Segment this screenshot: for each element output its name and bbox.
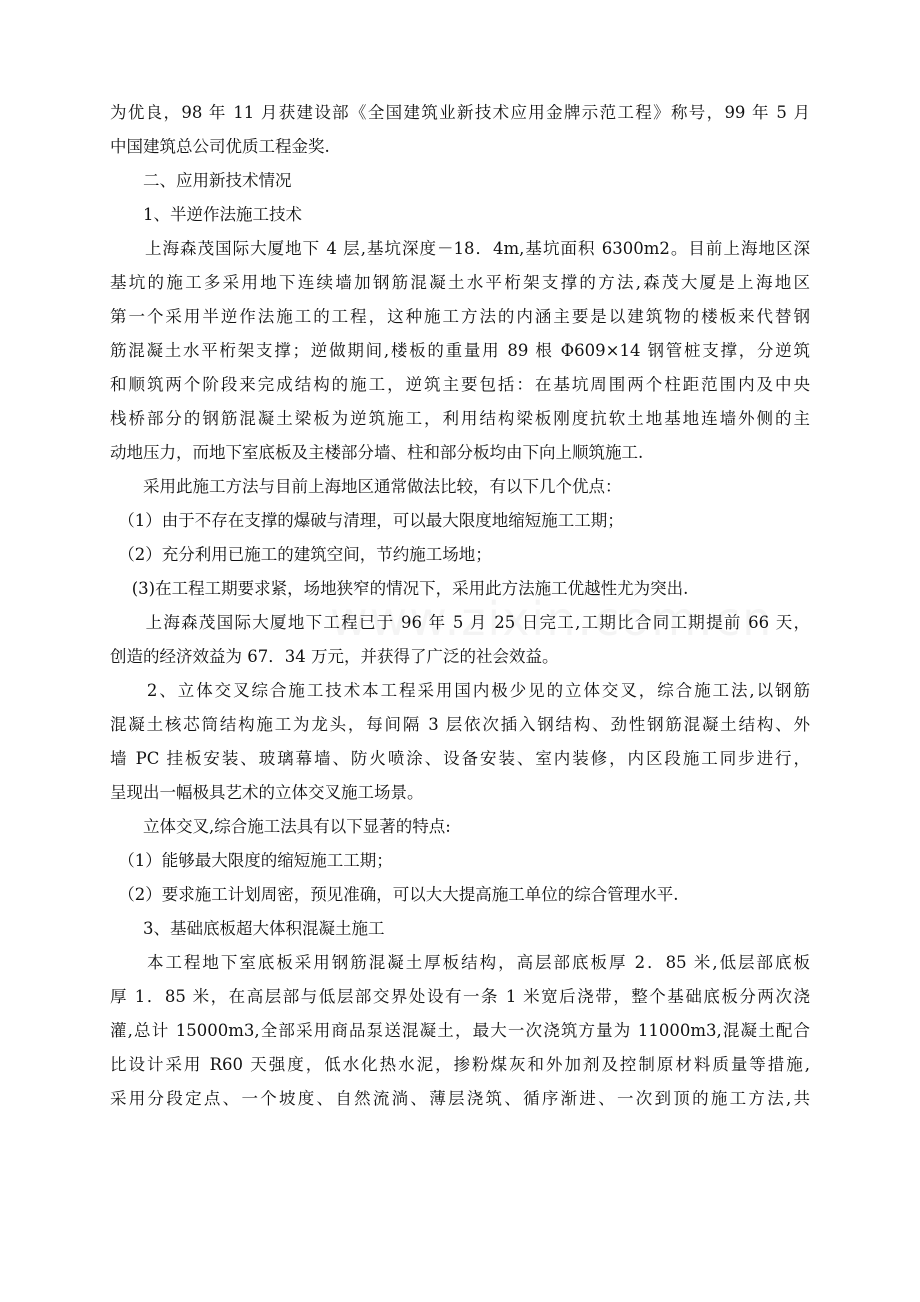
text-line: 厚 1．85 米，在高层部与低层部交界处设有一条 1 米宽后浇带，整个基础底板分两次浇 [110, 987, 810, 1006]
text-line: 灌,总计 15000m3,全部采用商品泵送混凝土，最大一次浇筑方量为 11000m3,混凝土配合 [110, 1021, 810, 1040]
text-line: 中国建筑总公司优质工程金奖. [110, 137, 330, 156]
text-line: 混凝土核芯筒结构施工为龙头，每间隔 3 层依次插入钢结构、劲性钢筋混凝土结构、外 [110, 715, 810, 734]
list-item: （2）要求施工计划周密，预见准确，可以大大提高施工单位的综合管理水平. [110, 885, 679, 904]
list-item: （2）充分利用已施工的建筑空间，节约施工场地； [110, 545, 492, 564]
text-line: 墙 PC 挂板安装、玻璃幕墙、防火喷涂、设备安装、室内装修，内区段施工同步进行， [110, 749, 810, 768]
text-line: 和顺筑两个阶段来完成结构的施工，逆筑主要包括：在基坑周围两个柱距范围内及中央 [110, 375, 810, 394]
text-line: 立体交叉,综合施工法具有以下显著的特点: [110, 817, 451, 836]
text-line: 本工程地下室底板采用钢筋混凝土厚板结构，高层部底板厚 2．85 米,低层部底板 [110, 953, 810, 972]
text-line: 创造的经济效益为 67．34 万元，并获得了广泛的社会效益。 [110, 647, 559, 666]
section-heading: 二、应用新技术情况 [110, 171, 292, 190]
text-line: 筋混凝土水平桁架支撑；逆做期间,楼板的重量用 89 根 Φ609×14 钢管桩支撑，分逆筑 [110, 341, 810, 360]
text-line: 呈现出一幅极具艺术的立体交叉施工场景。 [110, 783, 424, 802]
text-line: 栈桥部分的钢筋混凝土梁板为逆筑施工，利用结构梁板刚度抗软土地基地连墙外侧的主 [110, 409, 810, 428]
subsection-heading: 3、基础底板超大体积混凝土施工 [110, 919, 385, 938]
list-item: （1）由于不存在支撑的爆破与清理，可以最大限度地缩短施工工期； [110, 511, 624, 530]
list-item: (3)在工程工期要求紧，场地狭窄的情况下，采用此方法施工优越性尤为突出. [110, 579, 689, 598]
text-line: 上海森茂国际大厦地下工程已于 96 年 5 月 25 日完工,工期比合同工期提前 66 天， [110, 613, 810, 632]
list-item: （1）能够最大限度的缩短施工工期； [110, 851, 393, 870]
text-line: 为优良，98 年 11 月获建设部《全国建筑业新技术应用金牌示范工程》称号，99 年 5 月 [110, 103, 810, 122]
text-line: 上海森茂国际大厦地下 4 层,基坑深度－18．4m,基坑面积 6300m2。目前上海地区深 [110, 239, 810, 258]
text-line: 第一个采用半逆作法施工的工程，这种施工方法的内涵主要是以建筑物的楼板来代替钢 [110, 307, 810, 326]
text-line: 动地压力，而地下室底板及主楼部分墙、柱和部分板均由下向上顺筑施工. [110, 443, 644, 462]
text-line: 2、立体交叉综合施工技术本工程采用国内极少见的立体交叉，综合施工法,以钢筋 [110, 681, 810, 700]
text-line: 基坑的施工多采用地下连续墙加钢筋混凝土水平桁架支撑的方法,森茂大厦是上海地区 [110, 273, 810, 292]
document-body [110, 96, 810, 1116]
text-line: 采用分段定点、一个坡度、自然流淌、薄层浇筑、循序渐进、一次到顶的施工方法,共 [110, 1089, 810, 1108]
text-line: 采用此施工方法与目前上海地区通常做法比较，有以下几个优点： [110, 477, 622, 496]
text-line: 比设计采用 R60 天强度，低水化热水泥，掺粉煤灰和外加剂及控制原材料质量等措施, [110, 1055, 810, 1074]
subsection-heading: 1、半逆作法施工技术 [110, 205, 302, 224]
